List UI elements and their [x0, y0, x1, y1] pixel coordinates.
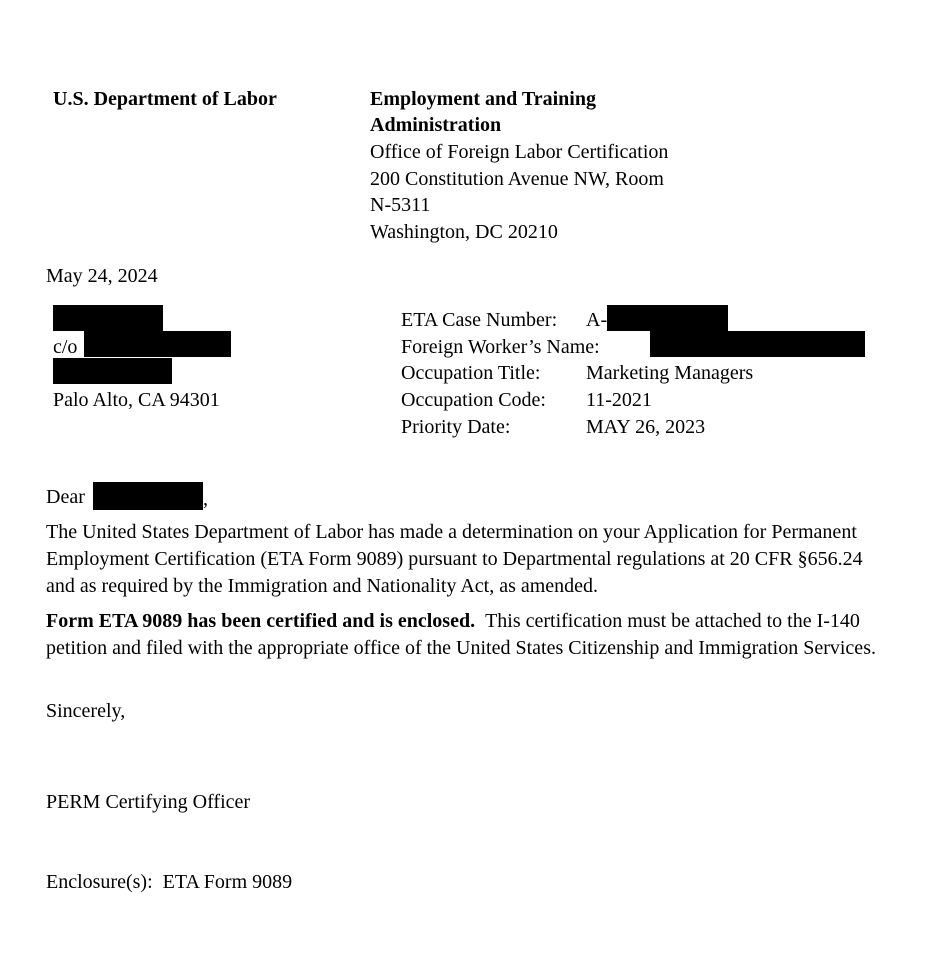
care-of-label: c/o	[53, 336, 78, 358]
address-line3: Washington, DC 20210	[370, 221, 558, 243]
occupation-code-value: 11-2021	[586, 389, 652, 411]
salutation-comma: ,	[203, 488, 208, 510]
occupation-code-label: Occupation Code:	[401, 389, 546, 411]
priority-date-value: MAY 26, 2023	[586, 416, 706, 438]
signatory: PERM Certifying Officer	[46, 791, 251, 813]
certification-instructions: This certification must be attached to the I-140 petition and filed with the appropriate office of the United States Citizenship and Immigration Services.	[46, 610, 876, 659]
redaction-recipient-name	[53, 305, 163, 331]
salutation: Dear	[46, 486, 85, 508]
redaction-case-number	[607, 305, 728, 331]
worker-name-label: Foreign Worker’s Name:	[401, 336, 600, 358]
case-number-label: ETA Case Number:	[401, 309, 558, 331]
closing: Sincerely,	[46, 700, 126, 722]
enclosure-line: Enclosure(s): ETA Form 9089	[46, 871, 293, 893]
address-line2: N-5311	[370, 194, 431, 216]
certification-statement: Form ETA 9089 has been certified and is enclosed.	[46, 610, 476, 632]
office-name: Office of Foreign Labor Certification	[370, 141, 669, 163]
recipient-city: Palo Alto, CA 94301	[53, 389, 220, 411]
determination-paragraph: The United States Department of Labor has made a determination on your Application for Permanent Employment Certification (ETA Form 9089) pursuant to Departmental regulations at 20 CFR §656.24 and as required by the Immigration and Nationality Act, as amended.	[46, 521, 863, 597]
agency-name-line1: Employment and Training	[370, 88, 596, 110]
occupation-title-value: Marketing Managers	[586, 362, 754, 384]
redaction-care-of	[84, 331, 231, 357]
redaction-street-address	[53, 358, 172, 384]
address-line1: 200 Constitution Avenue NW, Room	[370, 168, 664, 190]
certification-paragraph	[46, 608, 886, 662]
redaction-worker-name	[650, 331, 865, 357]
redaction-addressee	[93, 482, 203, 510]
department-name: U.S. Department of Labor	[53, 88, 277, 110]
priority-date-label: Priority Date:	[401, 416, 511, 438]
letter-date: May 24, 2024	[46, 265, 158, 287]
agency-name-line2: Administration	[370, 114, 502, 136]
occupation-title-label: Occupation Title:	[401, 362, 541, 384]
case-number-prefix: A-	[586, 309, 608, 331]
